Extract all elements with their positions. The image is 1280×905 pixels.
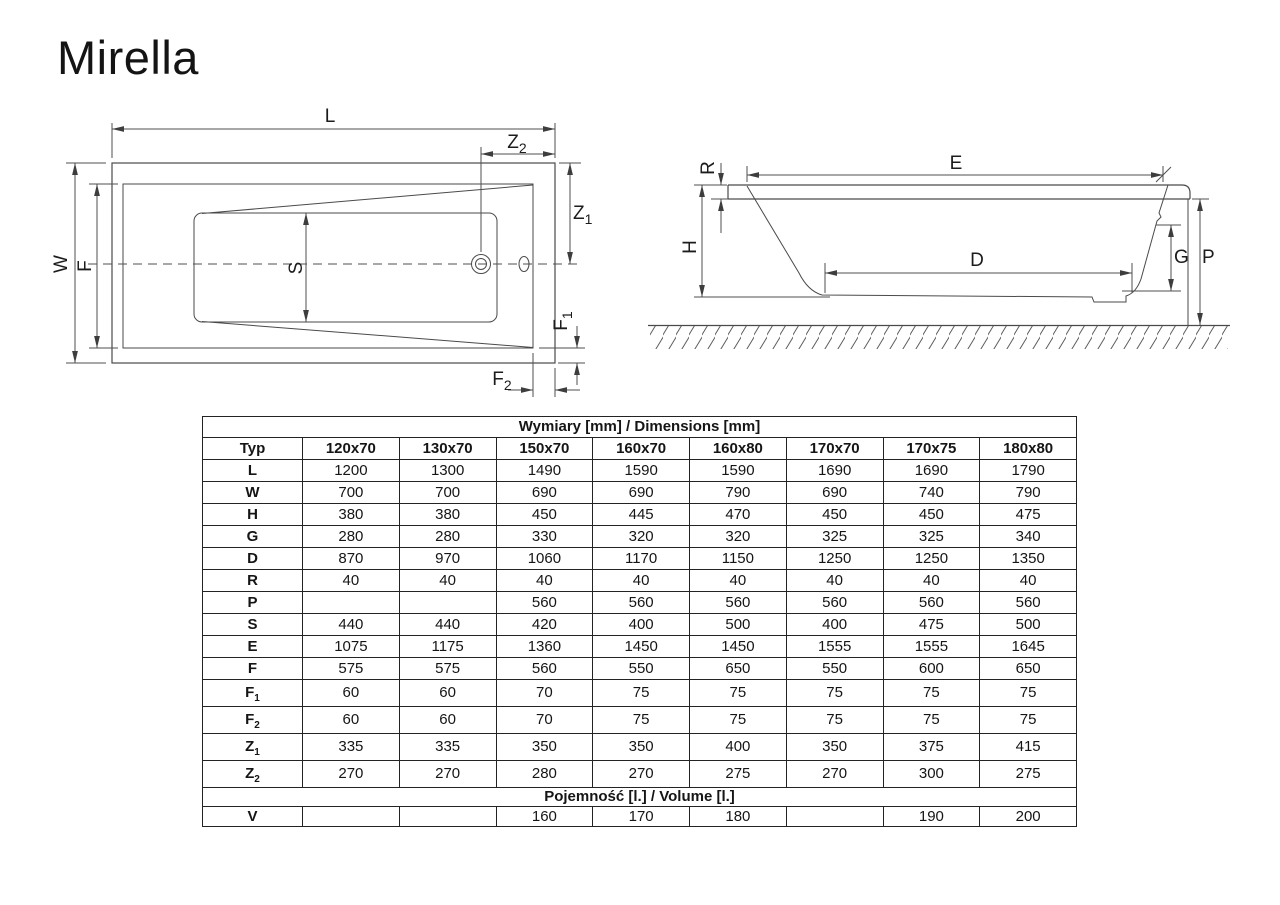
cell: 275 — [980, 761, 1077, 788]
cell: 75 — [883, 707, 980, 734]
cell — [303, 807, 400, 827]
cell: 75 — [690, 707, 787, 734]
cell: 575 — [303, 658, 400, 680]
cell: 180 — [690, 807, 787, 827]
cell: 280 — [399, 526, 496, 548]
cell: 270 — [786, 761, 883, 788]
page-title: Mirella — [57, 31, 199, 84]
cell: 40 — [786, 570, 883, 592]
volume-title: Pojemność [l.] / Volume [l.] — [203, 788, 1077, 807]
dim-label-S: S — [286, 261, 307, 275]
table-row — [203, 761, 1077, 788]
cell: 445 — [593, 504, 690, 526]
cell: 270 — [593, 761, 690, 788]
cell: 270 — [303, 761, 400, 788]
dim-label-D: D — [970, 250, 984, 271]
cell: 320 — [690, 526, 787, 548]
row-label: P — [203, 592, 303, 614]
table-row — [203, 504, 1077, 526]
row-label: $F_1$ — [203, 680, 303, 707]
cell: 700 — [303, 482, 400, 504]
table-row — [203, 548, 1077, 570]
row-label: $F_2$ — [203, 707, 303, 734]
cell: 690 — [593, 482, 690, 504]
cell: 1690 — [883, 460, 980, 482]
dim-D — [825, 250, 1132, 293]
cell: 1490 — [496, 460, 593, 482]
dim-P — [1192, 199, 1215, 325]
cell: 75 — [786, 680, 883, 707]
volume-header-row — [203, 788, 1077, 807]
cell: 1590 — [690, 460, 787, 482]
cell: 450 — [883, 504, 980, 526]
floor-hatch — [650, 326, 1228, 349]
cell: 40 — [399, 570, 496, 592]
dim-label-F2: $F_2$ — [492, 369, 512, 393]
dim-label-Z1: $Z_1$ — [573, 203, 593, 227]
cell: 75 — [980, 707, 1077, 734]
cell: 560 — [496, 658, 593, 680]
cell: 550 — [593, 658, 690, 680]
column-header: 170x70 — [786, 438, 883, 460]
row-label: W — [203, 482, 303, 504]
cell: 375 — [883, 734, 980, 761]
cell: 1450 — [593, 636, 690, 658]
cell: 60 — [399, 707, 496, 734]
column-header: 130x70 — [399, 438, 496, 460]
tub-basin-outline — [194, 213, 497, 322]
table-row — [203, 707, 1077, 734]
cell: 420 — [496, 614, 593, 636]
row-label: H — [203, 504, 303, 526]
cell: 40 — [496, 570, 593, 592]
cell: 340 — [980, 526, 1077, 548]
cell: 75 — [690, 680, 787, 707]
column-header: 160x80 — [690, 438, 787, 460]
cell: 70 — [496, 680, 593, 707]
cell: 40 — [980, 570, 1077, 592]
cell: 475 — [883, 614, 980, 636]
cell: 790 — [690, 482, 787, 504]
cell: 70 — [496, 707, 593, 734]
cell: 190 — [883, 807, 980, 827]
cell: 1450 — [690, 636, 787, 658]
cell: 330 — [496, 526, 593, 548]
cell: 1590 — [593, 460, 690, 482]
table-row — [203, 680, 1077, 707]
cell: 170 — [593, 807, 690, 827]
side-view-drawing — [648, 153, 1230, 349]
dimensions-table — [202, 416, 1077, 827]
dim-Z2 — [481, 132, 555, 252]
column-header: 150x70 — [496, 438, 593, 460]
column-header: 180x80 — [980, 438, 1077, 460]
cell: 1150 — [690, 548, 787, 570]
column-header: 160x70 — [593, 438, 690, 460]
dim-E — [747, 153, 1171, 182]
rim-profile — [728, 185, 1190, 199]
cell: 740 — [883, 482, 980, 504]
cell: 870 — [303, 548, 400, 570]
cell: 550 — [786, 658, 883, 680]
basin-taper-top-line — [202, 185, 533, 214]
top-view-drawing — [51, 106, 593, 397]
cell: 650 — [690, 658, 787, 680]
cell: 400 — [690, 734, 787, 761]
table-row — [203, 636, 1077, 658]
table-row — [203, 460, 1077, 482]
cell: 1060 — [496, 548, 593, 570]
cell: 560 — [883, 592, 980, 614]
dim-label-G: G — [1174, 247, 1189, 268]
cell: 75 — [593, 680, 690, 707]
cell: 1300 — [399, 460, 496, 482]
basin-taper-bottom-line — [202, 322, 533, 348]
cell: 440 — [303, 614, 400, 636]
table-row — [203, 614, 1077, 636]
row-label: L — [203, 460, 303, 482]
cell: 60 — [399, 680, 496, 707]
cell: 1175 — [399, 636, 496, 658]
cell: 350 — [593, 734, 690, 761]
row-label: S — [203, 614, 303, 636]
dim-label-R: R — [698, 161, 719, 175]
column-header: 170x75 — [883, 438, 980, 460]
cell: 335 — [399, 734, 496, 761]
cell: 1250 — [786, 548, 883, 570]
cell: 470 — [690, 504, 787, 526]
dim-S — [286, 213, 307, 322]
column-header-row — [203, 438, 1077, 460]
cell: 450 — [496, 504, 593, 526]
cell: 1170 — [593, 548, 690, 570]
row-label: D — [203, 548, 303, 570]
cell: 75 — [786, 707, 883, 734]
cell: 440 — [399, 614, 496, 636]
dim-label-F1: $F_1$ — [551, 311, 575, 331]
cell: 350 — [496, 734, 593, 761]
cell: 270 — [399, 761, 496, 788]
cell: 280 — [496, 761, 593, 788]
cell: 700 — [399, 482, 496, 504]
table-row — [203, 526, 1077, 548]
tub-outer-outline — [112, 163, 555, 363]
cell: 335 — [303, 734, 400, 761]
cell: 690 — [786, 482, 883, 504]
table-row — [203, 658, 1077, 680]
row-label: F — [203, 658, 303, 680]
dim-L — [112, 106, 555, 158]
dim-H — [680, 185, 830, 297]
cell: 380 — [303, 504, 400, 526]
dim-F2 — [492, 353, 580, 397]
row-label: R — [203, 570, 303, 592]
cell: 320 — [593, 526, 690, 548]
dim-label-E: E — [949, 153, 963, 174]
dim-Z1 — [559, 163, 593, 264]
dim-label-L: L — [324, 106, 336, 127]
cell: 1790 — [980, 460, 1077, 482]
dim-label-P: P — [1202, 247, 1215, 268]
type-header-cell: Typ — [203, 438, 303, 460]
row-label: V — [203, 807, 303, 827]
row-label: E — [203, 636, 303, 658]
table-row — [203, 592, 1077, 614]
row-label: $Z_1$ — [203, 734, 303, 761]
cell: 40 — [883, 570, 980, 592]
cell: 350 — [786, 734, 883, 761]
cell: 560 — [496, 592, 593, 614]
cell: 600 — [883, 658, 980, 680]
cell: 1645 — [980, 636, 1077, 658]
dim-F1 — [539, 311, 585, 385]
dim-label-H: H — [680, 240, 701, 254]
cell: 450 — [786, 504, 883, 526]
cell: 1555 — [786, 636, 883, 658]
cell: 325 — [883, 526, 980, 548]
cell: 160 — [496, 807, 593, 827]
cell: 500 — [690, 614, 787, 636]
cell: 1200 — [303, 460, 400, 482]
dim-label-Z2: $Z_2$ — [507, 132, 527, 156]
tub-shell-profile — [747, 185, 1168, 302]
row-label: G — [203, 526, 303, 548]
cell: 75 — [980, 680, 1077, 707]
cell: 790 — [980, 482, 1077, 504]
cell: 1360 — [496, 636, 593, 658]
cell — [399, 807, 496, 827]
cell: 400 — [593, 614, 690, 636]
cell: 1075 — [303, 636, 400, 658]
cell: 380 — [399, 504, 496, 526]
cell: 200 — [980, 807, 1077, 827]
row-label: $Z_2$ — [203, 761, 303, 788]
cell: 75 — [593, 707, 690, 734]
cell — [399, 592, 496, 614]
dim-R — [698, 161, 740, 233]
cell: 75 — [883, 680, 980, 707]
column-header: 120x70 — [303, 438, 400, 460]
cell: 690 — [496, 482, 593, 504]
cell: 560 — [980, 592, 1077, 614]
cell: 40 — [303, 570, 400, 592]
cell: 1250 — [883, 548, 980, 570]
cell: 575 — [399, 658, 496, 680]
dim-label-W: W — [51, 255, 72, 273]
cell: 325 — [786, 526, 883, 548]
volume-row — [203, 807, 1077, 827]
technical-drawings — [0, 0, 1280, 410]
cell: 1555 — [883, 636, 980, 658]
cell: 475 — [980, 504, 1077, 526]
cell: 970 — [399, 548, 496, 570]
table-row — [203, 734, 1077, 761]
cell: 280 — [303, 526, 400, 548]
cell: 500 — [980, 614, 1077, 636]
cell — [786, 807, 883, 827]
table-row — [203, 482, 1077, 504]
cell: 60 — [303, 707, 400, 734]
cell: 415 — [980, 734, 1077, 761]
table-header-row — [203, 417, 1077, 438]
cell: 400 — [786, 614, 883, 636]
cell: 1690 — [786, 460, 883, 482]
table-title: Wymiary [mm] / Dimensions [mm] — [203, 417, 1077, 438]
cell: 60 — [303, 680, 400, 707]
cell: 650 — [980, 658, 1077, 680]
cell: 560 — [690, 592, 787, 614]
cell: 560 — [593, 592, 690, 614]
cell: 560 — [786, 592, 883, 614]
cell — [303, 592, 400, 614]
cell: 1350 — [980, 548, 1077, 570]
table-row — [203, 570, 1077, 592]
cell: 300 — [883, 761, 980, 788]
dim-label-F: F — [75, 260, 96, 272]
cell: 275 — [690, 761, 787, 788]
cell: 40 — [593, 570, 690, 592]
cell: 40 — [690, 570, 787, 592]
